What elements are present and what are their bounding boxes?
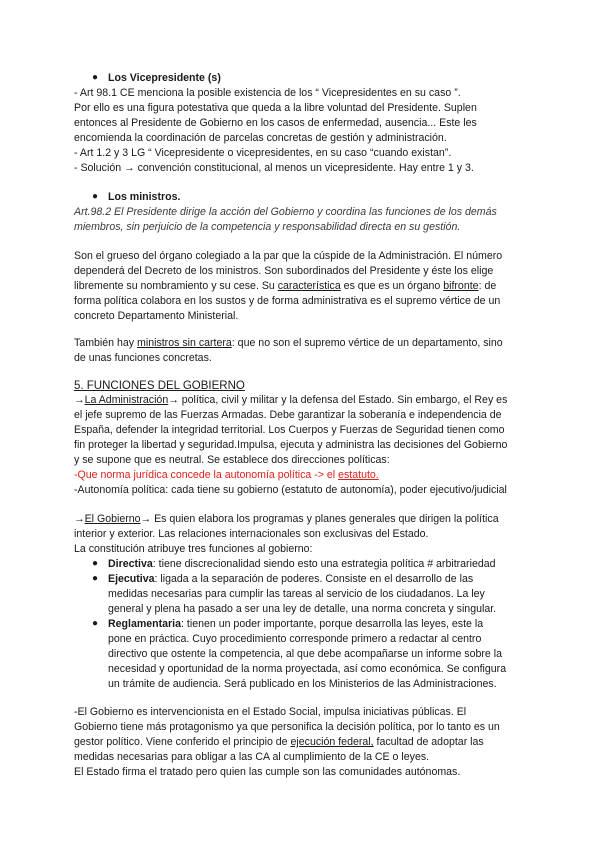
- highlighted-question: [74, 468, 530, 483]
- text-line: dependerá del Decreto de los ministros. Son subordinados del Presidente y éste los elige: [74, 265, 494, 277]
- section-title: 5. FUNCIONES DEL GOBIERNO: [74, 380, 245, 392]
- text-line: [74, 735, 530, 750]
- text-line: [74, 393, 530, 408]
- text: -Que norma jurídica concede la autonomía política -> el: [74, 469, 339, 481]
- text-line: [74, 336, 530, 351]
- text-line: y se supone que es neutral. Se establece dos direcciones políticas:: [74, 454, 390, 466]
- text-line: [74, 512, 530, 527]
- text-line: concreto Departamento Ministerial.: [74, 310, 239, 322]
- underlined-term: característica: [277, 280, 341, 292]
- text: También hay: [74, 337, 138, 349]
- text: facultad de adoptar las: [373, 736, 484, 748]
- underlined-term: bifronte: [443, 280, 479, 292]
- text: es que es un órgano: [340, 280, 444, 292]
- arrow-icon: →: [74, 394, 85, 406]
- article-quote: miembros, sin perjuicio de la competencia y responsabilidad directa en su gestión.: [74, 221, 461, 233]
- bullet: ●: [92, 573, 99, 584]
- bullet: ●: [92, 558, 99, 569]
- text-line: -El Gobierno es intervencionista en el Estado Social, impulsa iniciativas públicas. El: [74, 706, 467, 718]
- text-line: Gobierno tiene más protagonismo ya que personifica la decisión política, por lo tanto es un: [74, 721, 500, 733]
- text-line: directivo que ostente la competencia, al que debe acompañarse un informe sobre la: [108, 648, 502, 660]
- text: → política, civil y militar y la defensa del Estado. Sin embargo, el Rey es: [168, 394, 508, 406]
- text-line: La constitución atribuye tres funciones al gobierno:: [74, 543, 313, 555]
- text-line: Por ello es una figura potestativa que queda a la libre voluntad del Presidente. Suplen: [74, 102, 477, 114]
- underlined-term: estatuto.: [338, 469, 379, 481]
- text-line: entonces al Presidente de Gobierno en los casos de enfermedad, ausencia... Este les: [74, 117, 477, 129]
- text: libremente su nombramiento y su cese. Su: [74, 280, 278, 292]
- text: : de: [478, 280, 497, 292]
- arrow-icon: →: [74, 513, 85, 525]
- term: Ejecutiva: [108, 573, 155, 585]
- term: Directiva: [108, 558, 153, 570]
- text: : tienen un poder importante, porque desarrolla las leyes, este la: [181, 618, 484, 630]
- text-line: - Art 98.1 CE menciona la posible existencia de los “ Vicepresidentes en su caso ”.: [74, 87, 461, 99]
- vicepresidentes-heading: Los Vicepresidente (s): [108, 72, 221, 84]
- text-line: El Estado firma el tratado pero quien las cumple son las comunidades autónomas.: [74, 766, 461, 778]
- ministros-heading: Los ministros.: [108, 191, 181, 203]
- list-item: [108, 617, 530, 632]
- text-line: el jefe supremo de las Fuerzas Armadas. Debe garantizar la soberanía e independencia de: [74, 409, 502, 421]
- text: : ligada a la separación de poderes. Consiste en el desarrollo de las: [154, 573, 474, 585]
- term: Reglamentaria: [108, 618, 182, 630]
- text: : que no son el supremo vértice de un departamento, sino: [231, 337, 503, 349]
- text: : tiene discrecionalidad siendo esto una estrategia política # arbitrariedad: [152, 558, 496, 570]
- text-line: Son el grueso del órgano colegiado a la par que la cúspide de la Administración. El número: [74, 250, 503, 262]
- underlined-term: El Gobierno: [84, 513, 141, 525]
- text-line: encomienda la coordinación de parcelas concretas de gestión y administración.: [74, 132, 447, 144]
- underlined-term: ministros sin cartera: [137, 337, 232, 349]
- text-line: -Autonomía política: cada tiene su gobierno (estatuto de autonomía), poder ejecutivo/judicial: [74, 484, 507, 496]
- text-line: medidas necesarias para obligar a las CA al cumplimiento de la CE o leyes.: [74, 751, 430, 763]
- text-line: interior y exterior. Las relaciones internacionales son exclusivas del Estado.: [74, 528, 429, 540]
- list-item: [108, 557, 530, 572]
- text: → Es quien elabora los programas y planes generales que dirigen la política: [140, 513, 499, 525]
- text-line: pone en práctica. Cuyo procedimiento corresponde primero a redactar al centro: [108, 633, 482, 645]
- text-line: forma política colabora en los sustos y de forma administrativa es el supremo vértice de un: [74, 295, 501, 307]
- list-item: [108, 572, 530, 587]
- text-line: de unas funciones concretas.: [74, 352, 212, 364]
- text-line: general y plena ha pasado a ser una ley de detalle, una norma concreta y singular.: [108, 603, 497, 615]
- article-quote: Art.98.2 El Presidente dirige la acción del Gobierno y coordina las funciones de los demás: [74, 206, 497, 218]
- bullet: ●: [92, 72, 99, 83]
- text-line: - Art 1.2 y 3 LG “ Vicepresidente o vicepresidentes, en su caso “cuando existan”.: [74, 147, 452, 159]
- text: gestor político. Viene conferido el principio de: [74, 736, 291, 748]
- text-line: necesidad y oportunidad de la norma proyectada, así como económica. Se configura: [108, 663, 507, 675]
- text-line: España, defender la integridad territorial. Los Cuerpos y Fuerzas de Seguridad tienen como: [74, 424, 505, 436]
- text-line: [74, 279, 530, 294]
- bullet: ●: [92, 618, 99, 629]
- text-line: - Solución → convención constitucional, al menos un vicepresidente. Hay entre 1 y 3.: [74, 162, 474, 174]
- underlined-term: ejecución federal,: [290, 736, 374, 748]
- text-line: un trámite de audiencia. Será publicado en los Ministerios de las Administraciones.: [108, 678, 497, 690]
- bullet: ●: [92, 191, 99, 202]
- underlined-term: La Administración: [84, 394, 169, 406]
- text-line: fin proteger la libertad y seguridad.Impulsa, ejecuta y administra las decisiones del Gobierno: [74, 439, 508, 451]
- text-line: medidas necesarias para cumplir las tareas al servicio de los ciudadanos. La ley: [108, 588, 485, 600]
